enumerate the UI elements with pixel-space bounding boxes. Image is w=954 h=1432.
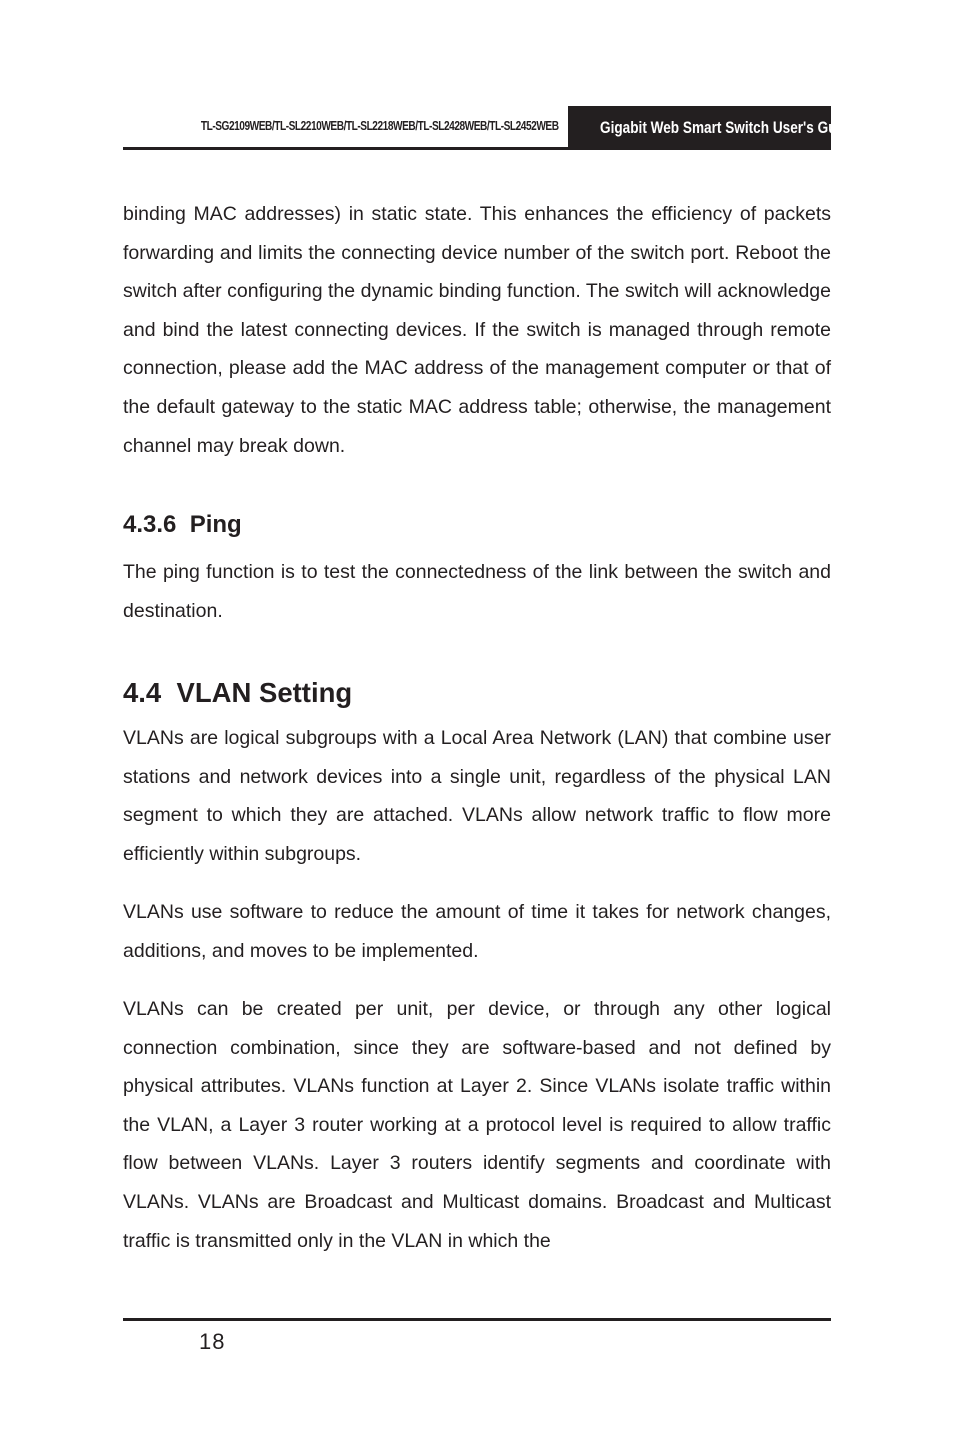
manual-page	[123, 0, 857, 1432]
continued-paragraph: binding MAC addresses) in static state. This enhances the efficiency of packets forwarding and limits the connecting device number of the switch port. Reboot the switch after configuring the dynamic binding function. The switch will acknowledge and bind the latest connecting devices. If the switch is managed through remote connection, please add the MAC address of the management computer or that of the default gateway to the static MAC address table; otherwise, the management channel may break down.	[123, 203, 831, 457]
page-number: 18	[199, 1329, 226, 1354]
header-guide-title: Gigabit Web Smart Switch User's Guide	[600, 118, 857, 137]
page-header	[123, 106, 857, 150]
header-model-list: TL-SG2109WEB/TL-SL2210WEB/TL-SL2218WEB/TL-SL2428WEB/TL-SL2452WEB	[201, 118, 559, 133]
section-heading-vlan-setting: 4.4 VLAN Setting	[123, 677, 353, 708]
header-guide-title-box	[568, 106, 857, 150]
section-heading-ping: 4.3.6 Ping	[123, 511, 242, 538]
ping-paragraph: The ping function is to test the connectedness of the link between the switch and destination.	[123, 561, 831, 622]
header-rule	[123, 147, 569, 150]
vlan-paragraph-2: VLANs use software to reduce the amount of time it takes for network changes, additions, and moves to be implemented.	[123, 901, 831, 962]
vlan-paragraph-3: VLANs can be created per unit, per device, or through any other logical connection combination, since they are software-based and not defined by physical attributes. VLANs function at Layer 2. Since VLANs isolate traffic within the VLAN, a Layer 3 router working at a protocol level is required to allow traffic flow between VLANs. Layer 3 routers identify segments and coordinate with VLANs. VLANs are Broadcast and Multicast domains. Broadcast and Multicast traffic is transmitted only in the VLAN in which the	[123, 998, 831, 1252]
vlan-paragraph-1: VLANs are logical subgroups with a Local Area Network (LAN) that combine user stations and network devices into a single unit, regardless of the physical LAN segment to which they are attached. VLANs allow network traffic to flow more efficiently within subgroups.	[123, 727, 831, 865]
footer-rule	[123, 1318, 831, 1321]
